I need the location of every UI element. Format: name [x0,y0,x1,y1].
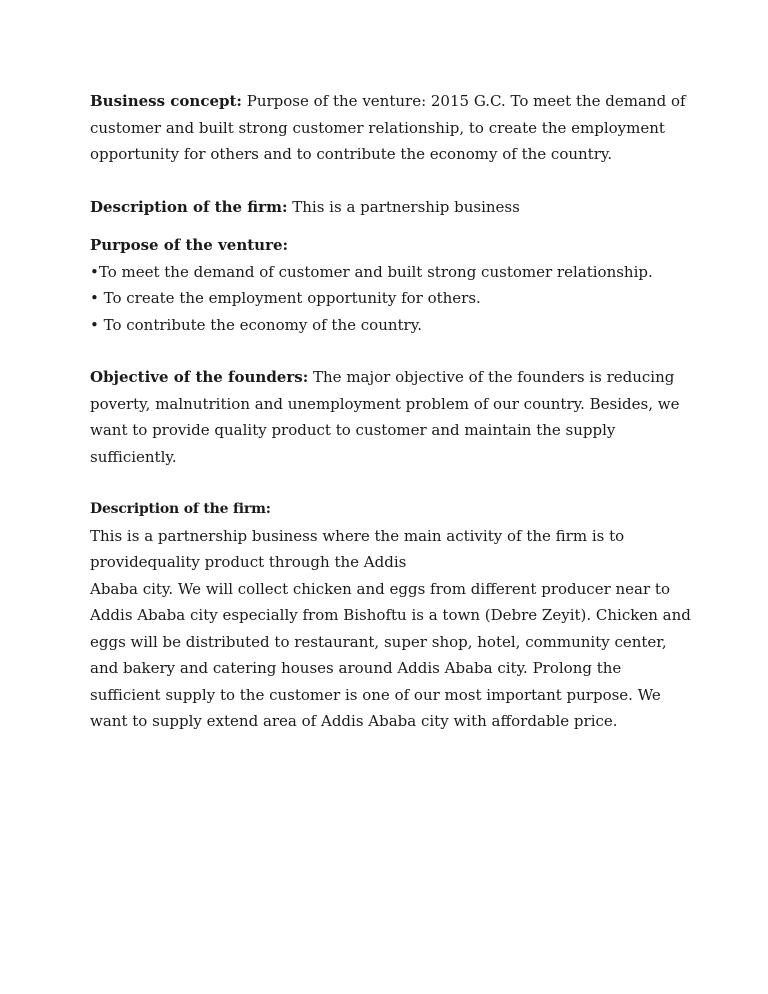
description-firm-detail-line-5: eggs will be distributed to restaurant, super shop, hotel, community center, [90,632,667,651]
description-firm-detail [90,496,691,735]
description-firm-summary-line [90,194,680,221]
objective-text-4: sufficiently. [90,447,177,466]
business-concept-text-3: opportunity for others and to contribute the economy of the country. [90,145,613,163]
description-firm-detail-line-4: Addis Ababa city especially from Bishoftu is a town (Debre Zeyit). Chicken and [90,606,691,624]
purpose-heading: Purpose of the venture: [90,236,289,254]
business-concept-paragraph [90,88,686,168]
description-firm-summary-text: This is a partnership business [287,197,520,216]
purpose-item-2: • To create the employment opportunity for others. [90,289,481,307]
purpose-item-3: • To contribute the economy of the country. [90,315,422,334]
document-page [90,88,691,735]
description-firm-detail-line-7: sufficient supply to the customer is one of our most important purpose. We [90,685,661,704]
description-firm-detail-heading: Description of the firm: [90,501,271,517]
description-firm-summary [90,194,680,221]
objective-text-2: poverty, malnutrition and unemployment problem of our country. Besides, we [90,394,680,413]
purpose-item-1: •To meet the demand of customer and built strong customer relationship. [90,262,653,281]
description-firm-detail-line-2: providequality product through the Addis [90,553,407,571]
description-firm-detail-line-3: Ababa city. We will collect chicken and eggs from different producer near to [90,579,670,598]
business-concept-text-1: Purpose of the venture: 2015 G.C. To meet the demand of [241,92,686,110]
description-firm-detail-line-8: want to supply extend area of Addis Ababa city with affordable price. [90,712,618,730]
objective-paragraph [90,364,680,470]
objective-line-1 [90,364,680,391]
description-firm-detail-line-1: This is a partnership business where the main activity of the firm is to [90,526,625,545]
description-firm-summary-label: Description of the firm: [90,197,288,216]
business-concept-line-1 [90,88,686,115]
business-concept-text-2: customer and built strong customer relationship, to create the employment [90,118,665,137]
objective-text-3: want to provide quality product to customer and maintain the supply [90,421,616,439]
business-concept-label: Business concept: [90,92,242,110]
objective-text-1: The major objective of the founders is reducing [308,368,675,386]
objective-label: Objective of the founders: [90,368,309,386]
purpose-section [90,232,680,338]
description-firm-detail-line-6: and bakery and catering houses around Addis Ababa city. Prolong the [90,659,622,677]
